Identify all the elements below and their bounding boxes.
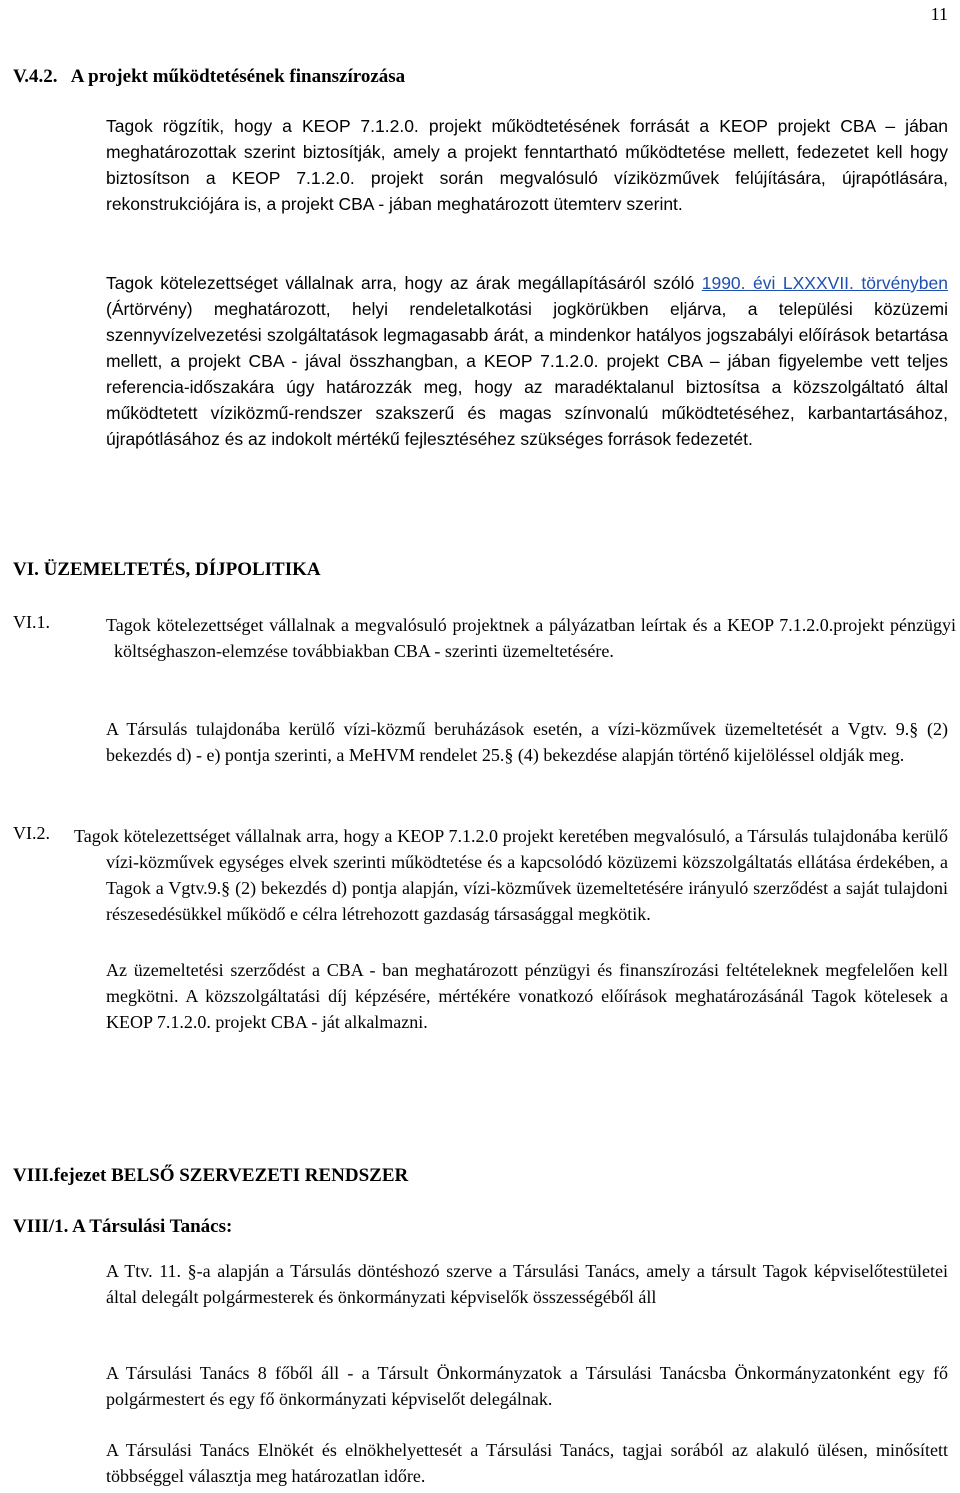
section-v42-paragraph-1: Tagok rögzítik, hogy a KEOP 7.1.2.0. projekt működtetésének forrását a KEOP projekt CBA – jában meghatározottak szerint biztosítják, amely a projekt fenntartható működtetése mellett, fedezetet kell hogy biztosítson a KEOP 7.1.2.0. projekt során megvalósuló víziközművek felújítására, újrapótlására, rekonstrukciójára is, a projekt CBA - jában meghatározott ütemterv szerint.	[106, 116, 948, 214]
item-vi2-paragraph-2: Az üzemeltetési szerződést a CBA - ban meghatározott pénzügyi és finanszírozási feltételeknek megfelelően kell megkötni. A közszolgáltatási díj képzésére, mértékére vonatkozó előírások meghatározásánál Tagok kötelesek a KEOP 7.1.2.0. projekt CBA - ját alkalmazni.	[106, 960, 948, 1032]
item-number-vi2: VI.2.	[13, 823, 50, 843]
chapter-heading-vi: VI. ÜZEMELTETÉS, DÍJPOLITIKA	[13, 559, 321, 580]
paragraph-text: Tagok kötelezettséget vállalnak arra, hogy az árak megállapításáról szóló	[106, 273, 702, 293]
subheading-viii1: VIII/1. A Társulási Tanács:	[13, 1216, 233, 1237]
page-number: 11	[930, 4, 948, 24]
law-link[interactable]: 1990. évi LXXXVII. törvényben	[701, 273, 948, 293]
section-heading-v42: V.4.2. A projekt működtetésének finanszírozása	[13, 66, 406, 87]
chapter-heading-viii: VIII.fejezet BELSŐ SZERVEZETI RENDSZER	[13, 1165, 409, 1186]
item-text-vi1: Tagok kötelezettséget vállalnak a megvalósuló projektnek a pályázatban leírtak és a KEOP 7.1.2.0.projekt pénzügyi költséghaszon-elemzése továbbiakban CBA - szerinti üzemeltetésére.	[106, 615, 956, 661]
paragraph-text: (Ártörvény) meghatározott, helyi rendeletalkotási jogkörükben eljárva, a települési közüzemi szennyvízelvezetési szolgáltatások legmagasabb árát, a mindenkor hatályos jogszabályi előírások betartása mellett, a projekt CBA - jával összhangban, a KEOP 7.1.2.0. projekt CBA – jában figyelembe vett teljes referencia-időszakára úgy határozzák meg, hogy az maradéktalanul biztosítsa a közszolgáltató által működtetett víziközmű-rendszer szakszerű és magas színvonalú működtetéséhez, karbantartásához, újrapótlásához és az indokolt mértékű fejlesztéséhez szükséges források fedezetét.	[106, 299, 948, 449]
item-text-vi2: Tagok kötelezettséget vállalnak arra, hogy a KEOP 7.1.2.0 projekt keretében megvalósuló, a Társulás tulajdonába kerülő vízi-közművek egységes elvek szerinti működtetése és a kapcsolódó közüzemi közszolgáltatás ellátása érdekében, a Tagok a Vgtv.9.§ (2) bekezdés d) pontja alapján, vízi-közművek üzemeltetésére irányuló szerződést a saját tulajdoni részesedésükkel működő e célra létrehozott gazdaság társasággal megkötik.	[74, 826, 948, 924]
viii1-paragraph-2: A Társulási Tanács 8 főből áll - a Társult Önkormányzatok a Társulási Tanácsba Önkormányzatonként egy fő polgármestert és egy fő önkormányzati képviselőt delegálnak.	[106, 1363, 948, 1409]
section-v42-paragraph-2	[106, 270, 948, 452]
viii1-paragraph-1: A Ttv. 11. §-a alapján a Társulás döntéshozó szerve a Társulási Tanács, amely a társult Tagok képviselőtestületei által delegált polgármesterek és önkormányzati képviselők összességéből áll	[106, 1261, 948, 1307]
item-vi1-paragraph-2: A Társulás tulajdonába kerülő vízi-közmű beruházások esetén, a vízi-közművek üzemeltetését a Vgtv. 9.§ (2) bekezdés d) - e) pontja szerinti, a MeHVM rendelet 25.§ (4) bekezdése alapján történő kijelöléssel oldják meg.	[106, 719, 948, 765]
viii1-paragraph-3: A Társulási Tanács Elnökét és elnökhelyettesét a Társulási Tanács, tagjai sorából az alakuló ülésen, minősített többséggel választja meg határozatlan időre.	[106, 1440, 948, 1486]
item-number-vi1: VI.1.	[13, 612, 50, 632]
